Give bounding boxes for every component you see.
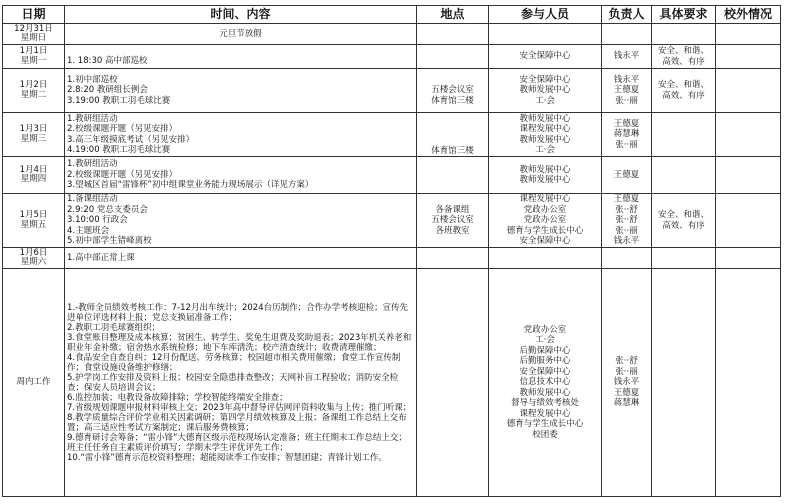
participants-cell <box>489 248 602 269</box>
date-cell: 1月3日 星期三 <box>3 113 65 157</box>
location-cell <box>417 24 489 45</box>
owner-cell: 钱永平 <box>602 45 652 69</box>
requirements-cell <box>652 269 716 497</box>
table-row <box>3 24 781 45</box>
owner-cell <box>602 248 652 269</box>
status-cell <box>716 69 781 113</box>
schedule-table <box>2 5 781 497</box>
status-cell <box>716 248 781 269</box>
header-requirements: 具体要求 <box>652 6 716 24</box>
requirements-cell <box>652 113 716 157</box>
table-row <box>3 157 781 194</box>
requirements-cell: 安全、和谐、 高效、有序 <box>652 45 716 69</box>
participants-cell: 党政办公室 工·会 后勤保障中心 后勤服务中心 安全保障中心 信息技术中心 教师发展中心 督导与绩效考核处 课程发展中心 德育与学生成长中心 校团委 <box>489 269 602 497</box>
date-cell: 周内工作 <box>3 269 65 497</box>
date-cell: 1月2日 星期二 <box>3 69 65 113</box>
table-row <box>3 194 781 248</box>
header-row <box>3 6 781 24</box>
owner-cell: 王德夏 <box>602 157 652 194</box>
status-cell <box>716 269 781 497</box>
content-cell: 1.初中部巡校 2.8:20 教研组长例会 3.19:00 教职工羽毛球比赛 <box>65 69 417 113</box>
participants-cell <box>489 24 602 45</box>
table-row <box>3 69 781 113</box>
requirements-cell: 安全、和谐、 高效、有序 <box>652 194 716 248</box>
date-cell: 1月5日 星期五 <box>3 194 65 248</box>
status-cell <box>716 194 781 248</box>
location-cell: 各备课组 五楼会议室 各班教室 <box>417 194 489 248</box>
participants-cell: 教师发展中心 课程发展中心 教师发展中心 工·会 <box>489 113 602 157</box>
location-cell: 五楼会议室 体育馆三楼 <box>417 69 489 113</box>
header-content: 时间、内容 <box>65 6 417 24</box>
header-participants: 参与人员 <box>489 6 602 24</box>
owner-cell: 张··舒 张··丽 钱永平 王德夏 蒋慧琳 <box>602 269 652 497</box>
header-owner: 负责人 <box>602 6 652 24</box>
requirements-cell <box>652 24 716 45</box>
owner-cell: 王德夏 蒋慧琳 张··丽 <box>602 113 652 157</box>
location-cell <box>417 157 489 194</box>
content-cell: 1.教研组活动 2.校级课题开题（另见安排） 3.望城区首届“雷锋杯”初中组课堂业务能力现场展示（详见方案） <box>65 157 417 194</box>
content-cell: 1.备课组活动 2.9:20 党总支委员会 3.10:00 行政会 4.主题班会 5.初中部学生错峰离校 <box>65 194 417 248</box>
location-cell <box>417 45 489 69</box>
status-cell <box>716 45 781 69</box>
date-cell: 1月6日 星期六 <box>3 248 65 269</box>
header-location: 地点 <box>417 6 489 24</box>
content-cell: 元旦节放假 <box>65 24 417 45</box>
table-row <box>3 248 781 269</box>
location-cell: 体育馆三楼 <box>417 113 489 157</box>
date-cell: 1月1日 星期一 <box>3 45 65 69</box>
date-cell: 1月4日 星期四 <box>3 157 65 194</box>
requirements-cell <box>652 157 716 194</box>
owner-cell: 钱永平 王德夏 张··丽 <box>602 69 652 113</box>
content-cell: 1.高中部正常上课 <box>65 248 417 269</box>
status-cell <box>716 24 781 45</box>
participants-cell: 安全保障中心 <box>489 45 602 69</box>
participants-cell: 安全保障中心 教师发展中心 工·会 <box>489 69 602 113</box>
location-cell <box>417 269 489 497</box>
status-cell <box>716 113 781 157</box>
content-cell: 1.教研组活动 2.校级课题开题（另见安排） 3.高三年级摸底考试（另见安排） 4.19:00 教职工羽毛球比赛 <box>65 113 417 157</box>
date-cell: 12月31日 星期日 <box>3 24 65 45</box>
requirements-cell <box>652 248 716 269</box>
header-status: 校外情况 <box>716 6 781 24</box>
content-cell: 1. 18:30 高中部巡校 <box>65 45 417 69</box>
location-cell <box>417 248 489 269</box>
header-date: 日期 <box>3 6 65 24</box>
table-row <box>3 269 781 497</box>
participants-cell: 课程发展中心 党政办公室 党政办公室 德育与学生成长中心 安全保障中心 <box>489 194 602 248</box>
requirements-cell: 安全、和谐、 高效、有序 <box>652 69 716 113</box>
table-row <box>3 45 781 69</box>
participants-cell: 教师发展中心 教师发展中心 <box>489 157 602 194</box>
owner-cell <box>602 24 652 45</box>
table-row <box>3 113 781 157</box>
status-cell <box>716 157 781 194</box>
owner-cell: 王德夏 张··舒 张··舒 张··丽 钱永平 <box>602 194 652 248</box>
content-cell: 1.-教师全员绩效考核工作：7-12月出车统计；2024台历制作；合作办学考核迎检；宣传先进单位评选材料上报；党总支换届准备工作； 2.教职工羽毛球赛组织； 3.食堂账目整理及成本核算；贫困生、转学生、奖免生退费及奖助退表；2023年机关养老和职业年金补缴；宿舍热水系统检修；地下车库清洗；校产清查统计；收费清理催缴； 4.食品安全自查自纠；12月份配送、劳务核算；校园超市相关费用催缴；食堂工作宣传制作；食堂设施设备维护修缮； 5.护学岗工作安排及资料上报；校园安全隐患排查整改；天网补盲工程验收；消防安全检查；保安人员培训会议； 6.监控加装；电教设备故障排除；学校智能终端安全排查； 7.省级规划课题申报材料审核上交；2023年高中督导评估网评资料收集与上传；推门听课； 8.教学质量综合评价学业相关因素调研；第四学月绩效核算及上报；备课组工作总结上交布置；高三适应性考试方案制定；课后服务费核算； 9.德育研讨会筹备；“雷小锋”大德育区级示范校现场认定准备；班主任期末工作总结上交；班主任任务自主素质评价填写；学期末学生评优评先工作； 10.“雷小锋”德育示范校资料整理；超能阅读季工作安排；智慧团建；青锋计划工作。 <box>65 269 417 497</box>
